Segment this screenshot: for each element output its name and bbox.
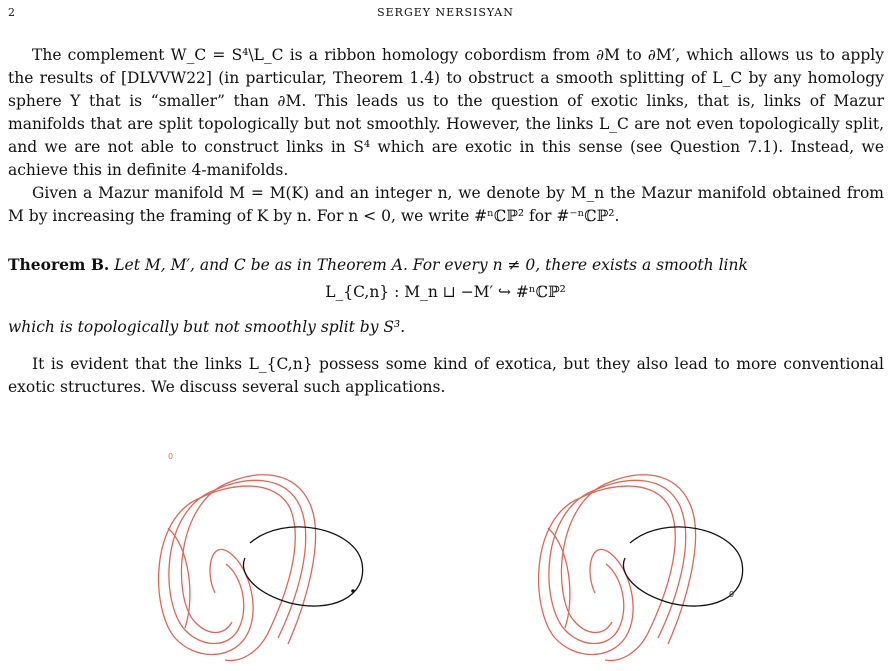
page-number: 2 xyxy=(8,6,15,19)
left-link-diagram xyxy=(159,475,363,661)
right-red-component xyxy=(539,475,696,661)
running-head: SERGEY NERSISYAN xyxy=(377,6,514,19)
theorem-statement: Let M, M′, and C be as in Theorem A. For every n ≠ 0, there exists a smooth link xyxy=(114,256,748,274)
right-link-diagram xyxy=(539,475,743,661)
paragraph-2: Given a Mazur manifold M = M(K) and an integer n, we denote by M_n the Mazur manifold obtained from M by increasing the framing of K by n. For n < 0, we write #ⁿℂℙ² for #⁻ⁿℂℙ². xyxy=(8,184,884,225)
theorem-display-equation: L_{C,n} : M_n ⊔ −M′ ↪ #ⁿℂℙ² xyxy=(325,283,566,301)
theorem-b xyxy=(8,253,884,277)
left-red-component xyxy=(159,475,316,661)
link-diagrams-svg xyxy=(0,398,891,667)
left-dot xyxy=(351,589,355,593)
paragraph-3: It is evident that the links L_{C,n} possess some kind of exotica, but they also lead to more conventional exotic structures. We discuss several such applications. xyxy=(8,355,884,396)
theorem-label: Theorem B. xyxy=(8,255,110,274)
right-framing-label: 0 xyxy=(729,590,735,599)
paragraph-1: The complement W_C = S⁴\L_C is a ribbon homology cobordism from ∂M to ∂M′, which allows us to apply the results of [DLVVW22] (in particular, Theorem 1.4) to obstruct a smooth splitting of L_C by any homology sphere Y that is “smaller” than ∂M. This leads us to the question of exotic links, that is, links of Mazur manifolds that are split topologically but not smoothly. However, the links L_C are not even topologically split, and we are not able to construct links in S⁴ which are exotic in this sense (see Question 7.1). Instead, we achieve this in definite 4-manifolds. xyxy=(8,46,884,179)
page-header xyxy=(0,6,891,22)
theorem-tail: which is topologically but not smoothly split by S³. xyxy=(8,318,406,336)
left-framing-label: 0 xyxy=(168,452,174,461)
link-diagram-figure xyxy=(0,398,891,667)
